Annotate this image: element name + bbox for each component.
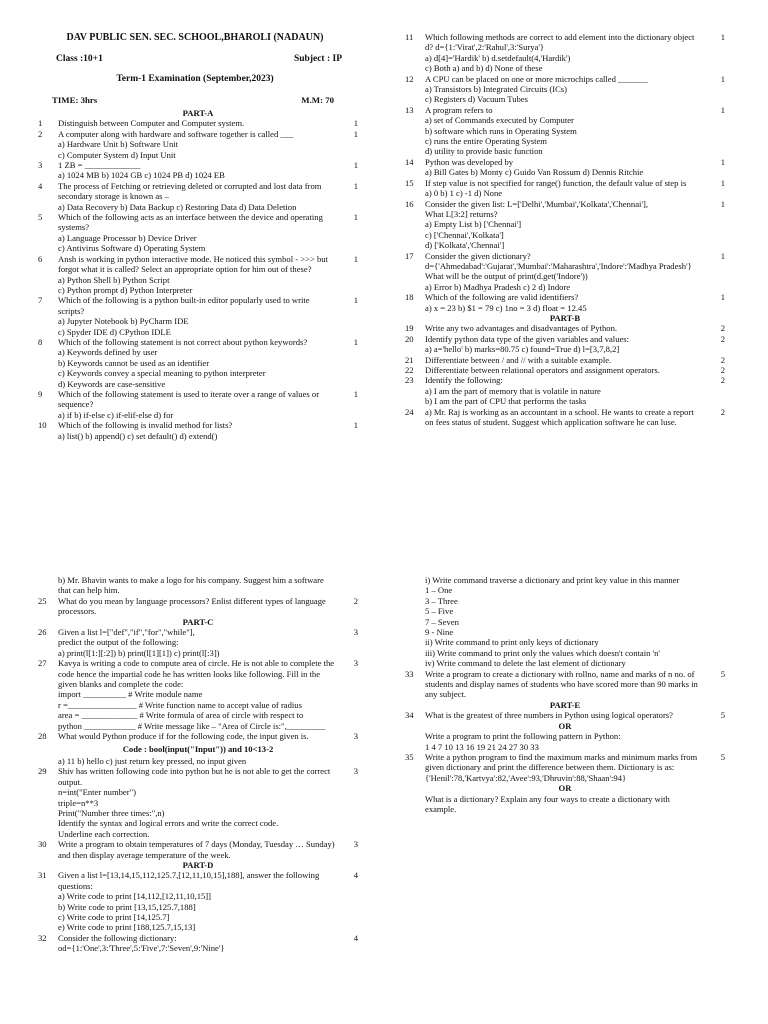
question-text-line: a) Hardware Unit b) Software Unit [58,139,179,150]
question-text-line: c) Write code to print [14,125.7] [58,912,170,922]
question-marks: 2 [720,365,725,375]
question-text-line: ii) Write command to print only keys of dictionary [425,637,599,648]
question-text-line: What would Python produce if for the following code, the input given is. [58,731,309,742]
question-marks: 1 [720,32,725,42]
question-marks: 1 [720,156,725,167]
exam-title: Term-1 Examination (September,2023) [116,74,274,85]
question-marks: 1 [353,253,358,264]
question-item [405,334,725,355]
question-text-line: Python was developed by [425,156,514,167]
question-item [405,752,725,783]
question-text-line: a) a='hello' b) marks=80.75 c) found=True d) l=[3,7,8,2] [425,344,620,355]
question-number: 35 [405,751,414,762]
code-line: Code : bool(input("Input")) and 10<13-2 [122,743,274,754]
question-text-line: a) 0 b) 1 c) -1 d) None [425,188,503,199]
question-text-line: d) ['Kolkata','Chennai'] [425,240,505,251]
subject-label: Subject : IP [293,54,342,64]
question-number: 33 [405,668,414,679]
question-marks: 3 [353,839,358,850]
question-text-line: 1 4 7 10 13 16 19 21 24 27 30 33 [425,741,539,752]
question-marks: 5 [720,710,725,721]
question-item [38,254,358,296]
question-text-line: a) 1024 MB b) 1024 GB c) 1024 PB d) 1024 EB [58,170,225,181]
question-number: 34 [405,710,414,721]
question-text-line: a) Empty List b) ['Chennai'] [425,219,522,230]
question-text-line: area = _____________ # Write formula of area of circle with respect to [58,710,304,721]
question-text-line: Which of the following is a python built-in editor popularly used to write scripts? [58,295,310,316]
question-item [38,839,358,860]
question-text-line: 7 – Seven [425,616,459,627]
question-text-line: 5 – Five [425,606,454,617]
question-text-line: A program refers to [425,104,493,115]
question-text-line: c) Python prompt d) Python Interpreter [58,284,193,295]
question-text-line: c) Spyder IDE d) CPython IDLE [58,326,171,337]
question-text-line: a) Jupyter Notebook b) PyCharm IDE [58,316,189,327]
section-heading: OR [558,720,572,731]
question-text-line: Identify the following: [425,375,503,386]
question-text-line: Which of the following is invalid method for lists? [58,420,233,431]
question-text-line: c) Keywords convey a special meaning to python interpreter [58,368,266,379]
question-number: 21 [405,354,414,365]
question-item [405,375,725,406]
question-text-line: Write a program to obtain temperatures of 7 days (Monday, Tuesday … Sunday) and then display average temperature of the week. [58,839,335,860]
question-item [38,129,358,160]
question-number: 30 [38,839,47,850]
question-marks: 5 [720,668,725,679]
question-text-line: 9 - Nine [425,627,454,638]
question-item [405,178,725,199]
question-text-line: a) Bill Gates b) Monty c) Guido Van Rossum d) Dennis Ritchie [425,167,644,178]
question-item [38,337,358,389]
question-item [405,251,725,293]
question-text-line: What will be the output of print(d.get('Indore')) [425,271,588,282]
question-text-line: Consider the given list: L=['Delhi','Mumbai','Kolkata','Chennai'], [425,198,648,209]
question-text-line: a) if b) if-else c) if-elif-else d) for [58,409,174,420]
question-item [38,389,358,420]
question-text-line: {'Henil':78,'Kartvya':82,'Avee':93,'Dhruvin':88,'Shaan':94} [425,772,627,783]
question-text-line: import __________ # Write module name [58,689,203,700]
question-text-line: iii) Write command to print only the values which doesn't contain 'n' [425,647,660,658]
question-marks: 1 [720,177,725,188]
question-text-line: c) Computer System d) Input Unit [58,149,176,160]
question-item [38,596,358,617]
question-marks: 5 [720,751,725,762]
question-text-line: If step value is not specified for range() function, the default value of step is [425,177,687,188]
question-number: 18 [405,292,414,303]
question-marks: 1 [720,104,725,115]
question-marks: 1 [353,388,358,399]
question-text-line: a) Python Shell b) Python Script [58,274,170,285]
question-text-line: a) print(l[1:][:2]) b) print(l[1][1]) c) print(l[:3]) [58,647,220,658]
question-number: 8 [38,336,43,347]
question-marks: 4 [353,870,358,881]
section-heading: PART-C [182,616,214,627]
section-heading: PART-B [549,312,581,323]
question-item [405,575,725,669]
question-text-line: a) x = 23 b) $1 = 79 c) 1no = 3 d) float = 12.45 [425,302,587,313]
question-item [405,407,725,428]
question-number: 14 [405,156,414,167]
question-text-line: 1 – One [425,585,453,596]
question-item [38,575,358,596]
question-text-line: Consider the following dictionary: [58,932,177,943]
question-item [405,292,725,313]
question-number: 12 [405,73,414,84]
question-marks: 2 [720,354,725,365]
question-text-line: Which of the following acts as an interface between the device and operating systems? [58,212,323,233]
question-text-line: a) Data Recovery b) Data Backup c) Restoring Data d) Data Deletion [58,201,297,212]
max-marks-label: M.M: 70 [301,94,334,105]
question-marks: 1 [720,73,725,84]
question-text-line: code hence the impartial code he has written looks like following. Fill in the given blanks and complete the code: [58,668,321,690]
question-marks: 3 [353,766,358,777]
question-item [38,420,358,441]
question-text-line: What L[3:2] returns? [425,208,498,219]
question-item [38,870,358,932]
question-text-line: Which of the following statement is not correct about python keywords? [58,336,308,347]
question-marks: 3 [353,731,358,742]
question-text-line: e) Write code to print [188,125.7,15,13] [58,922,196,933]
question-item [405,199,725,251]
question-text-line: Given a list l=[13,14,15,112,125.7,[12,11,10,15],188], answer the following questions: [58,870,320,891]
question-marks: 4 [353,932,358,943]
question-number: 20 [405,333,414,344]
question-marks: 2 [720,323,725,334]
question-text-line: predict the output of the following: [58,637,179,648]
question-item [405,365,725,375]
question-number: 28 [38,731,47,742]
question-text-line: b) software which runs in Operating System [425,125,577,136]
question-text-line: n=int("Enter number") [58,787,136,798]
question-number: 2 [38,128,43,139]
question-item [38,756,358,766]
question-marks: 1 [353,295,358,306]
question-marks: 2 [720,333,725,344]
question-item [38,627,358,658]
question-text-line: r =________________ # Write function name to accept value of radius [58,699,302,710]
question-text-line: Which of the following statement is used to iterate over a range of values or sequence? [58,388,320,410]
question-number: 6 [38,253,43,264]
question-item [38,118,358,128]
school-name: DAV PUBLIC SEN. SEC. SCHOOL,BHAROLI (NADAUN) [66,32,324,43]
question-number: 5 [38,212,43,223]
question-item [405,105,725,157]
question-text-line: c) runs the entire Operating System [425,136,547,147]
question-number: 31 [38,870,47,881]
question-marks: 2 [353,595,358,606]
question-text-line: Write any two advantages and disadvantages of Python. [425,323,618,334]
question-marks: 1 [353,118,358,129]
question-item [405,323,725,333]
question-item [405,794,725,815]
class-label: Class :10+1 [56,54,103,64]
question-number: 16 [405,198,414,209]
section-heading: OR [558,783,572,794]
question-text-line: Write a python program to find the maximum marks and minimum marks from given dictionary and print the difference between them. Dictionary is as: [425,751,698,773]
question-text-line: b) Mr. Bhavin wants to make a logo for his company. Suggest him a software that can help him. [58,575,324,596]
question-number: 7 [38,295,43,306]
question-text-line: Shiv has written following code into python but he is not able to get the correct output. [58,766,331,787]
question-text-line: a) Write code to print [14,112,[12,11,10,15]] [58,891,212,902]
question-number: 13 [405,104,414,115]
question-text-line: b) I am the part of CPU that performs the tasks [425,396,587,407]
section-heading: PART-E [549,699,581,710]
question-text-line: 3 – Three [425,595,458,606]
question-marks: 1 [720,198,725,209]
question-marks: 1 [720,292,725,303]
question-number: 32 [38,932,47,943]
question-item [405,710,725,720]
question-text-line: c) Registers d) Vacuum Tubes [425,94,528,105]
question-number: 3 [38,160,43,171]
question-item [405,32,725,74]
question-text-line: a) Language Processor b) Device Driver [58,232,197,243]
question-text-line: Differentiate between relational operators and assignment operators. [425,365,660,375]
question-marks: 1 [353,420,358,431]
question-text-line: Write a program to create a dictionary with rollno, name and marks of n no. of students and display names of students who have scored more than 90 marks in any subject. [425,668,698,700]
question-text-line: Write a program to print the following pattern in Python: [425,731,621,742]
question-marks: 1 [353,128,358,139]
question-number: 25 [38,595,47,606]
question-item [38,212,358,254]
question-text-line: c) Antivirus Software d) Operating System [58,243,206,254]
question-text-line: a) d[4]='Hardik' b) d.setdefault(4,'Hardik') [425,52,571,63]
question-text-line: Kavya is writing a code to compute area of circle. He is not able to complete the [58,658,335,669]
question-text-line: Consider the given dictionary? [425,250,531,261]
question-text-line: a) I am the part of memory that is volatile in nature [425,385,601,396]
question-text-line: 1 ZB = _____________ [58,160,141,171]
question-number: 15 [405,177,414,188]
question-number: 11 [405,32,414,42]
question-marks: 1 [353,160,358,171]
question-text-line: The process of Fetching or retrieving deleted or corrupted and lost data from secondary storage is known as – [58,180,322,202]
question-text-line: i) Write command traverse a dictionary and print key value in this manner [425,575,680,585]
question-marks: 2 [720,406,725,417]
question-item [38,766,358,839]
question-text-line: python ____________ # Write message like – "Area of Circle is:",_________ [58,720,326,731]
question-text-line: b) Keywords cannot be used as an identifier [58,357,210,368]
question-text-line: d) utility to provide basic function [425,146,543,157]
question-number: 24 [405,406,414,417]
question-text-line: Distinguish between Computer and Computer system. [58,118,245,129]
question-text-line: a) Keywords defined by user [58,347,158,358]
column-3 [38,575,358,954]
question-text-line: a) Error b) Madhya Pradesh c) 2 d) Indore [425,281,571,292]
question-item [405,731,725,752]
question-text-line: Which following methods are correct to add element into the dictionary object d? d={1:'Virat',2:'Rahul',3:'Surya'} [425,32,695,53]
question-text-line: What is the greatest of three numbers in Python using logical operators? [425,710,673,721]
question-number: 19 [405,323,414,334]
time-label: TIME: 3hrs [52,94,98,105]
question-text-line: d={'Ahmedabad':'Gujarat','Mumbai':'Maharashtra','Indore':'Madhya Pradesh'} [425,260,692,271]
question-number: 22 [405,365,414,375]
question-text-line: Ansh is working in python interactive mode. He noticed this symbol - >>> but forgot what it is called? Select an appropriate option for him out of these? [58,253,328,275]
exam-header [36,32,354,105]
question-text-line: Print("Number three times:",n) [58,807,165,818]
question-text-line: c) Both a) and b) d) None of these [425,63,543,74]
question-item [38,181,358,212]
question-item [38,295,358,337]
section-heading: PART-A [182,108,214,118]
question-item [405,74,725,105]
question-marks: 1 [353,336,358,347]
question-text-line: d) Keywords are case-sensitive [58,378,166,389]
question-marks: 1 [720,250,725,261]
question-text-line: a) Mr. Raj is working as an accountant in a school. He wants to create a report on fees status of student. Suggest which application software he can luse. [425,406,694,428]
question-number: 29 [38,766,47,777]
question-text-line: Identify the syntax and logical errors and write the correct code. [58,818,279,829]
question-text-line: od={1:'One',3:'Three',5:'Five',7:'Seven',9:'Nine'} [58,943,225,954]
question-text-line: iv) Write command to delete the last element of dictionary [425,658,626,669]
question-item [405,669,725,700]
question-text-line: Given a list l=["def","if","for","while"], [58,627,195,638]
question-text-line: a) set of Commands executed by Computer [425,115,574,126]
question-text-line: What is a dictionary? Explain any four ways to create a dictionary with example. [425,793,670,814]
question-marks: 3 [353,658,358,669]
question-text-line: A CPU can be placed on one or more microchips called _______ [425,73,649,84]
question-text-line: What do you mean by language processors? Enlist different types of language processors. [58,595,326,617]
column-1 [38,108,358,441]
question-number: 26 [38,627,47,638]
question-text-line: a) Transistors b) Integrated Circuits (ICs) [425,84,568,95]
question-item [38,731,358,741]
question-text-line: b) Write code to print [13,15,125.7,188] [58,901,196,912]
question-number: 27 [38,658,47,669]
question-text-line: c) ['Chennai','Kolkata'] [425,229,504,240]
question-text-line: A computer along with hardware and software together is called ___ [58,128,294,139]
question-item [38,160,358,181]
question-item [38,658,358,731]
section-heading: PART-D [182,859,214,870]
question-item [38,933,358,954]
question-number: 9 [38,388,43,399]
question-number: 23 [405,375,414,386]
question-text-line: Identify python data type of the given variables and values: [425,333,630,344]
question-text-line: Differentiate between / and // with a suitable example. [425,354,612,365]
question-text-line: a) 11 b) hello c) just return key pressed, no input given [58,755,247,766]
column-4 [405,575,725,814]
question-number: 10 [38,420,47,431]
question-text-line: Underline each correction. [58,828,150,839]
question-text-line: Which of the following are valid identifiers? [425,292,579,303]
question-marks: 2 [720,375,725,386]
question-number: 1 [38,118,43,129]
question-text-line: a) list() b) append() c) set default() d) extend() [58,430,218,441]
question-text-line: triple=n**3 [58,797,99,808]
question-number: 17 [405,250,414,261]
question-item [405,355,725,365]
question-number: 4 [38,180,43,191]
column-2 [405,32,725,427]
question-marks: 1 [353,180,358,191]
question-item [405,157,725,178]
question-marks: 1 [353,212,358,223]
question-marks: 3 [353,627,358,638]
